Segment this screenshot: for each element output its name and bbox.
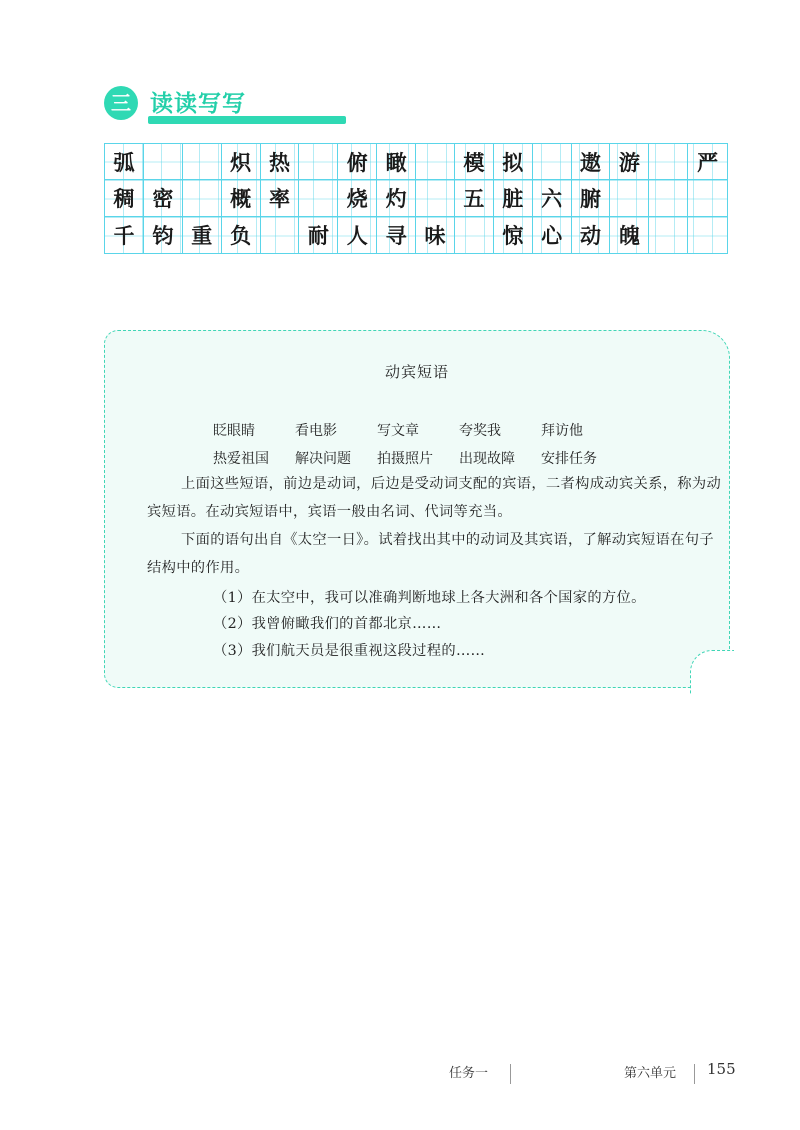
grid-cell [183, 180, 222, 216]
grid-cell [533, 144, 572, 180]
grid-cell [299, 180, 338, 216]
grid-cell: 心 [533, 217, 572, 253]
grid-cell: 游 [610, 144, 649, 180]
grid-cell: 魄 [610, 217, 649, 253]
phrase: 拜访他 [541, 423, 583, 439]
grid-cell: 率 [261, 180, 300, 216]
grid-cell: 概 [222, 180, 261, 216]
phrase: 夸奖我 [459, 423, 501, 439]
grid-cell: 俯 [338, 144, 377, 180]
footer-unit-label: 第六单元 [624, 1066, 677, 1081]
grid-cell: 味 [416, 217, 455, 253]
writing-grid [104, 143, 728, 254]
footer-task-label: 任务一 [449, 1066, 489, 1081]
grid-cell: 钧 [144, 217, 183, 253]
grid-cell [416, 180, 455, 216]
section-number-badge [104, 86, 138, 120]
grid-cell: 重 [183, 217, 222, 253]
page-number: 155 [707, 1060, 736, 1078]
section-title: 读读写写 [150, 91, 246, 117]
grid-cell: 千 [105, 217, 144, 253]
phrase: 解决问题 [295, 451, 351, 467]
grid-cell [688, 180, 727, 216]
phrase: 安排任务 [541, 451, 597, 467]
phrase: 看电影 [295, 423, 337, 439]
footer-divider [510, 1064, 511, 1084]
section-number: 三 [111, 91, 131, 115]
grid-cell: 腑 [572, 180, 611, 216]
grid-cell: 烧 [338, 180, 377, 216]
grid-cell [261, 217, 300, 253]
grid-cell: 拟 [494, 144, 533, 180]
footer-divider [694, 1064, 695, 1084]
grid-cell: 遨 [572, 144, 611, 180]
writing-grid-cells [105, 144, 727, 253]
grid-cell: 人 [338, 217, 377, 253]
phrase: 出现故障 [459, 451, 515, 467]
info-box-corner-notch [690, 650, 734, 694]
grid-cell [299, 144, 338, 180]
grid-cell: 惊 [494, 217, 533, 253]
phrase: 拍摄照片 [377, 451, 433, 467]
grid-cell: 耐 [299, 217, 338, 253]
example-sentence-1: （1）在太空中，我可以准确判断地球上各大洲和各个国家的方位。 [213, 590, 646, 606]
grid-cell: 五 [455, 180, 494, 216]
grid-cell: 炽 [222, 144, 261, 180]
example-sentence-2: （2）我曾俯瞰我们的首都北京…… [213, 616, 442, 632]
info-box-title: 动宾短语 [384, 363, 449, 381]
grid-cell [610, 180, 649, 216]
grid-cell: 脏 [494, 180, 533, 216]
grid-cell: 严 [688, 144, 727, 180]
grid-cell [649, 144, 688, 180]
grid-cell [183, 144, 222, 180]
grid-cell: 负 [222, 217, 261, 253]
grid-cell: 密 [144, 180, 183, 216]
grid-cell: 弧 [105, 144, 144, 180]
grid-cell: 动 [572, 217, 611, 253]
grid-cell [416, 144, 455, 180]
phrase: 热爱祖国 [213, 451, 269, 467]
grid-cell: 热 [261, 144, 300, 180]
phrase: 写文章 [377, 423, 419, 439]
grid-cell [688, 217, 727, 253]
grid-cell: 灼 [377, 180, 416, 216]
grid-cell [144, 144, 183, 180]
grid-cell: 瞰 [377, 144, 416, 180]
grid-cell: 六 [533, 180, 572, 216]
example-sentence-3: （3）我们航天员是很重视这段过程的…… [213, 643, 486, 659]
grid-cell: 稠 [105, 180, 144, 216]
grid-cell [649, 180, 688, 216]
phrase: 眨眼睛 [213, 423, 255, 439]
grid-cell [649, 217, 688, 253]
grid-cell: 寻 [377, 217, 416, 253]
paragraph-instruction: 下面的语句出自《太空一日》。试着找出其中的动词及其宾语，了解动宾短语在句子结构中的作用。 [147, 532, 714, 576]
paragraph-definition: 上面这些短语，前边是动词，后边是受动词支配的宾语，二者构成动宾关系，称为动宾短语。在动宾短语中，宾语一般由名词、代词等充当。 [147, 476, 722, 520]
grid-cell [455, 217, 494, 253]
phrase-row-1 [213, 420, 623, 440]
phrase-row-2 [213, 448, 623, 468]
grid-cell: 模 [455, 144, 494, 180]
